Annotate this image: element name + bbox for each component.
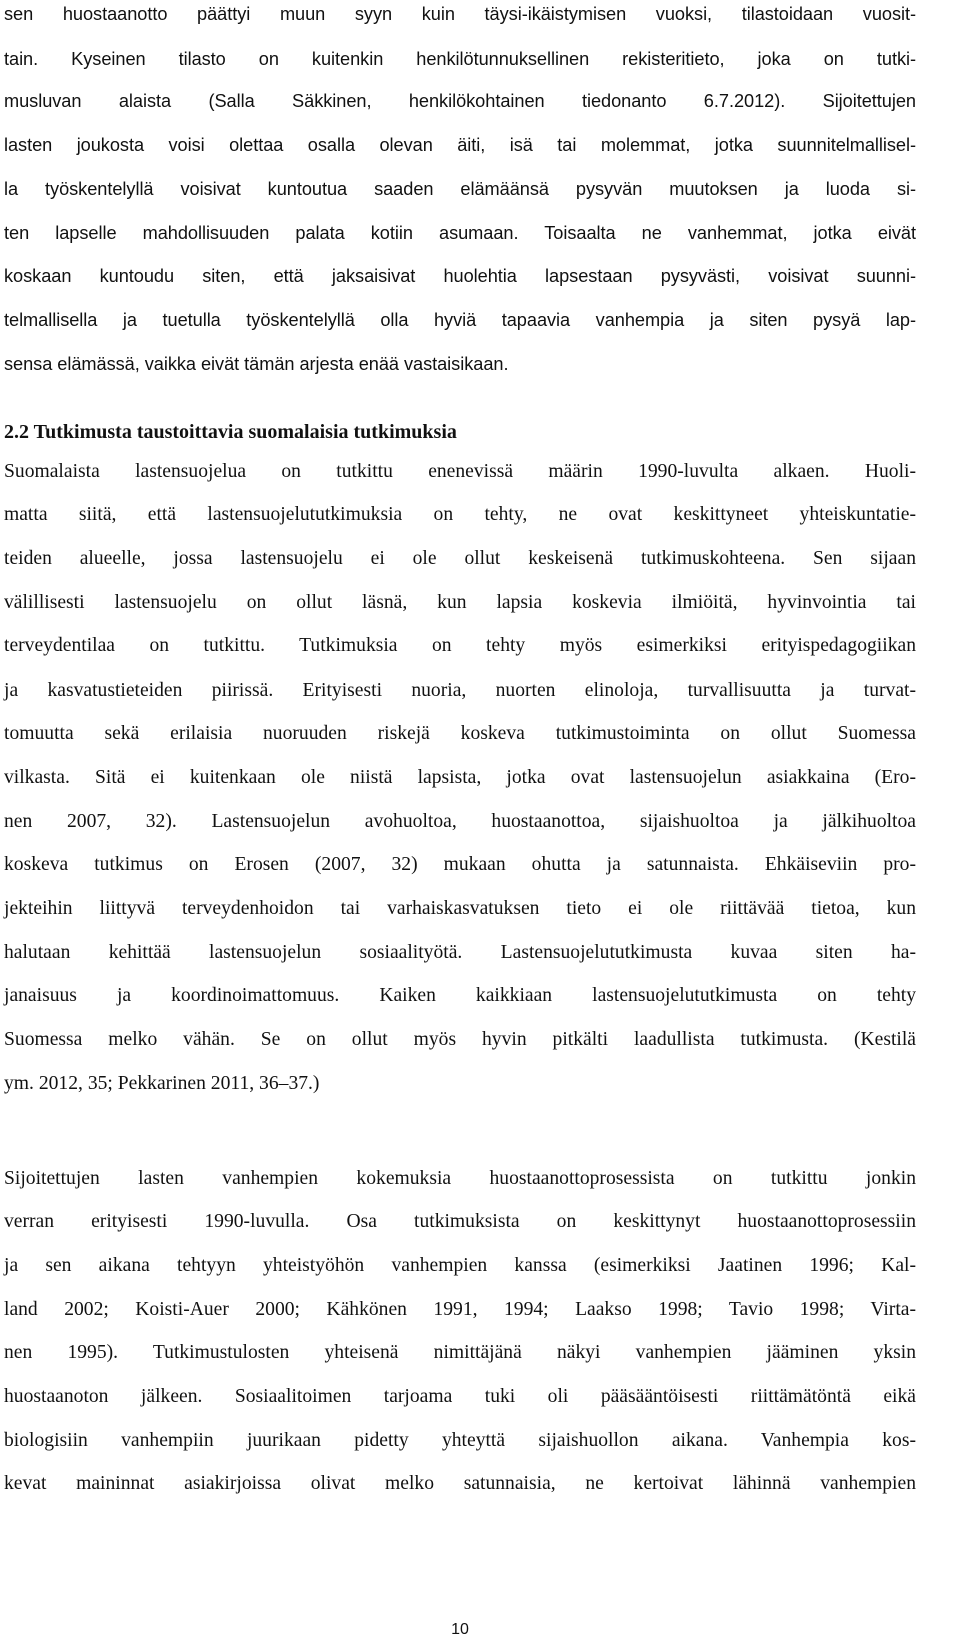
text-line: janaisuus ja koordinoimattomuus. Kaiken kaikkiaan lastensuojelututkimusta on tehty	[4, 985, 916, 1006]
text-line: vilkasta. Sitä ei kuitenkaan ole niistä lapsista, jotka ovat lastensuojelun asiakkaina (Ero-	[4, 767, 916, 788]
text-line: terveydentilaa on tutkittu. Tutkimuksia on tehty myös esimerkiksi erityispedagogiikan	[4, 635, 916, 656]
text-line: teiden alueelle, jossa lastensuojelu ei ole ollut keskeisenä tutkimuskohteena. Sen sijaan	[4, 548, 916, 569]
text-line: musluvan alaista (Salla Säkkinen, henkilökohtainen tiedonanto 6.7.2012). Sijoitettujen	[4, 91, 916, 111]
text-line: halutaan kehittää lastensuojelun sosiaalityötä. Lastensuojelututkimusta kuvaa siten ha-	[4, 942, 916, 963]
text-line: koskeva tutkimus on Erosen (2007, 32) mukaan ohutta ja satunnaista. Ehkäiseviin pro-	[4, 854, 916, 875]
text-line: ten lapselle mahdollisuuden palata kotiin asumaan. Toisaalta ne vanhemmat, jotka eivät	[4, 223, 916, 243]
text-line: ja sen aikana tehtyyn yhteistyöhön vanhempien kanssa (esimerkiksi Jaatinen 1996; Kal-	[4, 1255, 916, 1276]
text-line: verran erityisesti 1990-luvulla. Osa tutkimuksista on keskittynyt huostaanottoprosessiin	[4, 1211, 916, 1232]
text-line: tomuutta sekä erilaisia nuoruuden riskejä koskeva tutkimustoiminta on ollut Suomessa	[4, 723, 916, 744]
text-line: telmallisella ja tuetulla työskentelyllä olla hyviä tapaavia vanhempia ja siten pysyä lap-	[4, 310, 916, 330]
text-line: Suomessa melko vähän. Se on ollut myös hyvin pitkälti laadullista tutkimusta. (Kestilä	[4, 1029, 916, 1050]
text-line: ja kasvatustieteiden piirissä. Erityisesti nuoria, nuorten elinoloja, turvallisuutta ja turvat-	[4, 680, 916, 701]
text-line: välillisesti lastensuojelu on ollut läsnä, kun lapsia koskevia ilmiöitä, hyvinvointia tai	[4, 592, 916, 613]
text-line: sen huostaanotto päättyi muun syyn kuin täysi-ikäistymisen vuoksi, tilastoidaan vuosit-	[4, 4, 916, 24]
section-heading: 2.2 Tutkimusta taustoittavia suomalaisia tutkimuksia	[4, 421, 457, 443]
text-line: biologisiin vanhempiin juurikaan pidetty yhteyttä sijaishuollon aikana. Vanhempia kos-	[4, 1430, 916, 1451]
text-line: nen 1995). Tutkimustulosten yhteisenä nimittäjänä näkyi vanhempien jääminen yksin	[4, 1342, 916, 1363]
text-line: kevat maininnat asiakirjoissa olivat melko satunnaisia, ne kertoivat lähinnä vanhempien	[4, 1473, 916, 1494]
text-line: jekteihin liittyvä terveydenhoidon tai varhaiskasvatuksen tieto ei ole riittävää tietoa, kun	[4, 898, 916, 919]
text-line: Sijoitettujen lasten vanhempien kokemuksia huostaanottoprosessista on tutkittu jonkin	[4, 1168, 916, 1189]
text-line: koskaan kuntoudu siten, että jaksaisivat huolehtia lapsestaan pysyvästi, voisivat suunni-	[4, 266, 916, 286]
text-line: ym. 2012, 35; Pekkarinen 2011, 36–37.)	[4, 1073, 320, 1094]
text-line: tain. Kyseinen tilasto on kuitenkin henkilötunnuksellinen rekisteritieto, joka on tutki-	[4, 49, 916, 69]
page-number: 10	[451, 1621, 469, 1638]
text-line: Suomalaista lastensuojelua on tutkittu enenevissä määrin 1990-luvulta alkaen. Huoli-	[4, 461, 916, 482]
text-line: matta siitä, että lastensuojelututkimuksia on tehty, ne ovat keskittyneet yhteiskuntatie-	[4, 504, 916, 525]
text-line: sensa elämässä, vaikka eivät tämän arjesta enää vastaisikaan.	[4, 354, 509, 374]
text-line: nen 2007, 32). Lastensuojelun avohuoltoa, huostaanottoa, sijaishuoltoa ja jälkihuoltoa	[4, 811, 916, 832]
text-line: land 2002; Koisti-Auer 2000; Kähkönen 1991, 1994; Laakso 1998; Tavio 1998; Virta-	[4, 1299, 916, 1320]
text-line: lasten joukosta voisi olettaa osalla olevan äiti, isä tai molemmat, jotka suunnitelmallisel-	[4, 135, 916, 155]
text-line: la työskentelyllä voisivat kuntoutua saaden elämäänsä pysyvän muutoksen ja luoda si-	[4, 179, 916, 199]
text-line: huostaanoton jälkeen. Sosiaalitoimen tarjoama tuki oli pääsääntöisesti riittämätöntä eikä	[4, 1386, 916, 1407]
